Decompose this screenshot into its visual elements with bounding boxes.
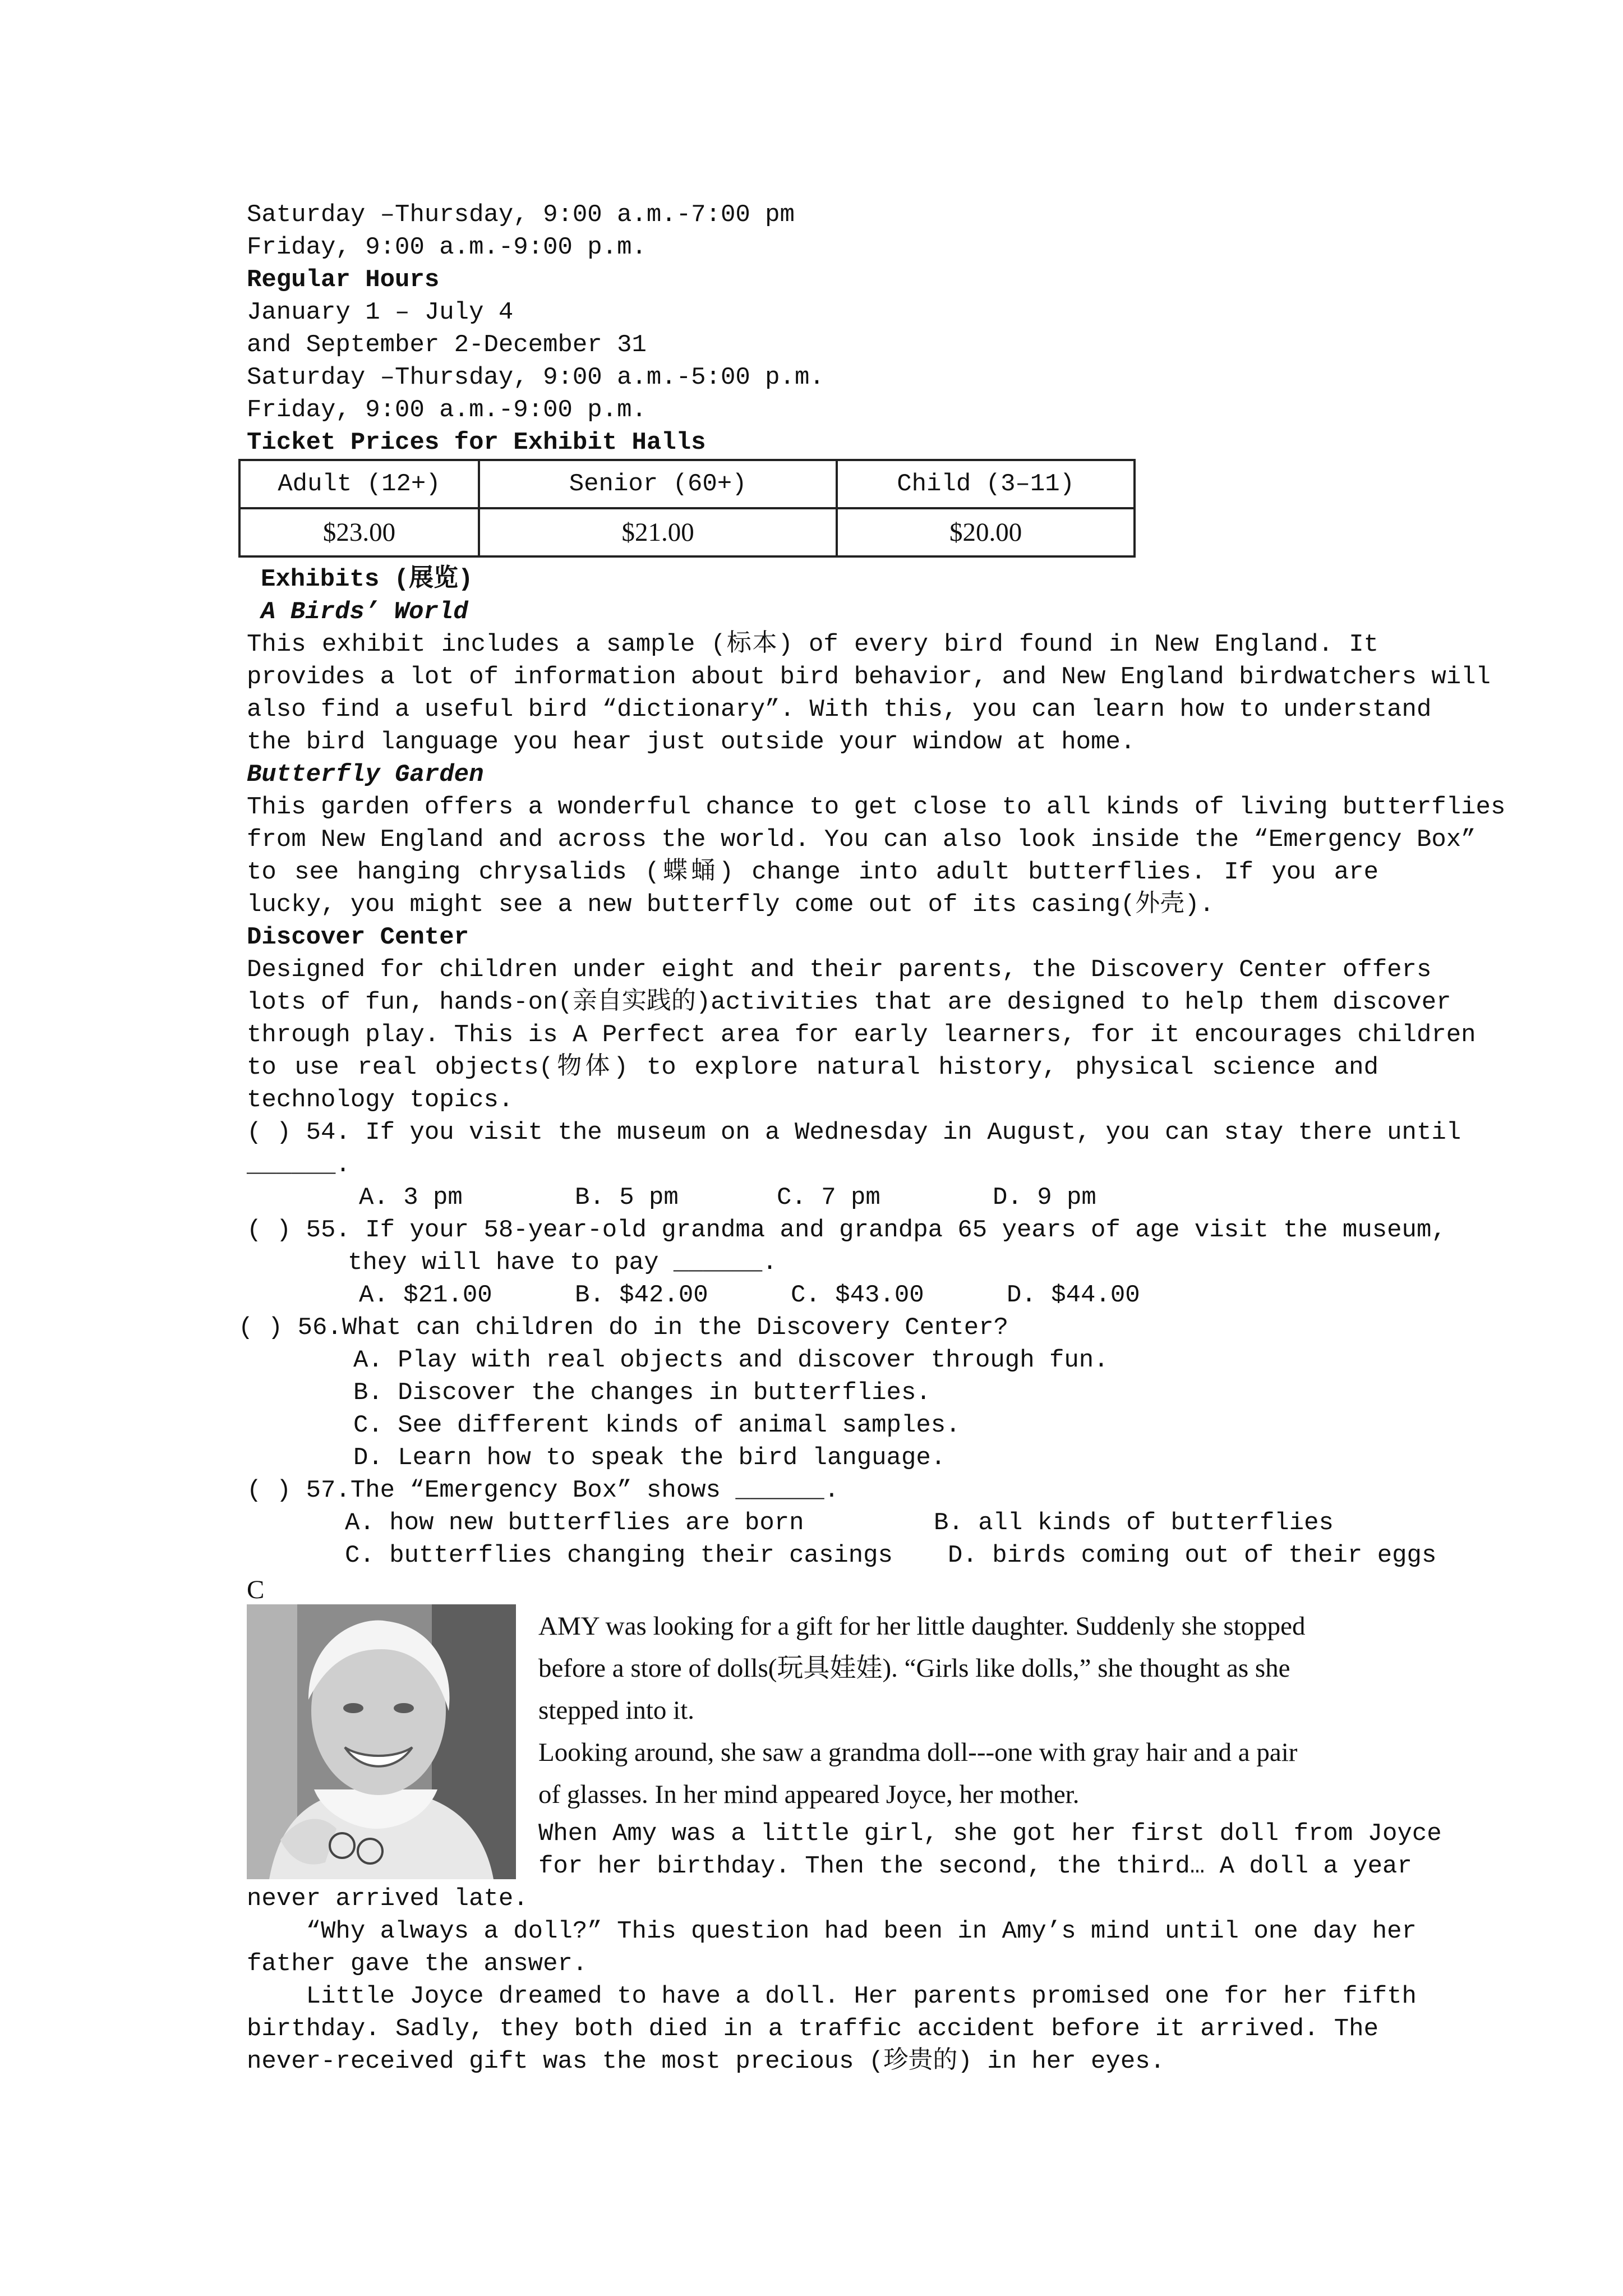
question-57: ( ) 57.The “Emergency Box” shows ______. [247, 1476, 840, 1504]
answer-option: A. $21.00 [359, 1281, 492, 1309]
hours-line: Saturday –Thursday, 9:00 a.m.-7:00 pm [247, 201, 795, 229]
question-56: ( ) 56.What can children do in the Discovery Center? [238, 1314, 1009, 1342]
answer-option: B. Discover the changes in butterflies. [353, 1379, 931, 1407]
answer-option: C. See different kinds of animal samples. [353, 1411, 961, 1439]
story-line: “Why always a doll?” This question had been in Amy’s mind until one day her [247, 1917, 1417, 1945]
table-cell: $21.00 [479, 508, 837, 556]
answer-option: A. how new butterflies are born [345, 1509, 804, 1537]
question-55: ( ) 55. If your 58-year-old grandma and grandpa 65 years of age visit the museum, [247, 1216, 1446, 1244]
table-row [239, 460, 1135, 508]
paragraph-line: to see hanging chrysalids (蝶蛹) change into adult butterflies. If you are [247, 858, 1378, 886]
paragraph-line: also find a useful bird “dictionary”. With this, you can learn how to understand [247, 696, 1432, 724]
paragraph-line: from New England and across the world. You can also look inside the “Emergency Box” [247, 826, 1476, 854]
hours-line: and September 2-December 31 [247, 331, 647, 359]
table-cell: $23.00 [239, 508, 479, 556]
section-label: C [247, 1575, 265, 1604]
table-header-cell: Senior (60+) [479, 460, 837, 508]
answer-option: C. 7 pm [777, 1184, 880, 1212]
answer-option: B. all kinds of butterflies [934, 1509, 1334, 1537]
table-row [239, 508, 1135, 556]
paragraph-line: This exhibit includes a sample (标本) of every bird found in New England. It [247, 631, 1378, 659]
story-line: Looking around, she saw a grandma doll---one with gray hair and a pair [538, 1738, 1298, 1767]
answer-option: D. 9 pm [993, 1184, 1096, 1212]
answer-option: B. $42.00 [575, 1281, 708, 1309]
story-line: birthday. Sadly, they both died in a traffic accident before it arrived. The [247, 2015, 1378, 2043]
hours-line: Friday, 9:00 a.m.-9:00 p.m. [247, 396, 647, 424]
story-line: never-received gift was the most precious (珍贵的) in her eyes. [247, 2047, 1165, 2076]
smiling-grandmother-image [247, 1604, 516, 1879]
story-line: never arrived late. [247, 1885, 528, 1913]
answer-option: B. 5 pm [575, 1184, 679, 1212]
answer-option: A. Play with real objects and discover through fun. [353, 1346, 1109, 1374]
story-line: before a store of dolls(玩具娃娃). “Girls like dolls,” she thought as she [538, 1654, 1290, 1683]
regular-hours-heading: Regular Hours [247, 266, 440, 294]
paragraph-line: This garden offers a wonderful chance to get close to all kinds of living butterflies [247, 793, 1506, 821]
exhibit-title: Discover Center [247, 923, 469, 951]
exhibit-title: Butterfly Garden [247, 761, 484, 789]
story-line: stepped into it. [538, 1696, 695, 1725]
paragraph-line: provides a lot of information about bird behavior, and New England birdwatchers will [247, 663, 1491, 691]
hours-line: January 1 – July 4 [247, 298, 514, 326]
question-54-blank: ______. [247, 1151, 351, 1179]
question-55-continued: they will have to pay ______. [348, 1249, 777, 1277]
exhibit-title: A Birds’ World [261, 598, 468, 626]
story-line: AMY was looking for a gift for her little daughter. Suddenly she stopped [538, 1612, 1306, 1641]
answer-option: D. birds coming out of their eggs [948, 1542, 1437, 1570]
paragraph-line: technology topics. [247, 1086, 514, 1114]
ticket-prices-heading: Ticket Prices for Exhibit Halls [247, 429, 706, 457]
answer-option: C. butterflies changing their casings [345, 1542, 893, 1570]
answer-option: D. $44.00 [1007, 1281, 1140, 1309]
paragraph-line: lots of fun, hands-on(亲自实践的)activities that are designed to help them discover [247, 988, 1451, 1016]
table-cell: $20.00 [837, 508, 1135, 556]
answer-option: D. Learn how to speak the bird language. [353, 1444, 946, 1472]
table-header-cell: Child (3–11) [837, 460, 1135, 508]
hours-line: Saturday –Thursday, 9:00 a.m.-5:00 p.m. [247, 364, 824, 392]
table-header-cell: Adult (12+) [239, 460, 479, 508]
story-line: for her birthday. Then the second, the third… A doll a year [538, 1852, 1412, 1880]
exhibits-heading: Exhibits (展览) [261, 565, 473, 593]
paragraph-line: the bird language you hear just outside your window at home. [247, 728, 1136, 756]
story-line: father gave the answer. [247, 1950, 588, 1978]
answer-option: C. $43.00 [791, 1281, 924, 1309]
paragraph-line: through play. This is A Perfect area for early learners, for it encourages children [247, 1021, 1476, 1049]
ticket-prices-table [238, 459, 1136, 558]
story-line: of glasses. In her mind appeared Joyce, her mother. [538, 1780, 1080, 1809]
paragraph-line: Designed for children under eight and their parents, the Discovery Center offers [247, 956, 1432, 984]
hours-line: Friday, 9:00 a.m.-9:00 p.m. [247, 233, 647, 261]
answer-option: A. 3 pm [359, 1184, 463, 1212]
paragraph-line: lucky, you might see a new butterfly come out of its casing(外壳). [247, 891, 1215, 919]
paragraph-line: to use real objects(物体) to explore natural history, physical science and [247, 1053, 1378, 1082]
story-line: Little Joyce dreamed to have a doll. Her parents promised one for her fifth [247, 1982, 1417, 2010]
grandmother-photo [247, 1604, 516, 1879]
question-54: ( ) 54. If you visit the museum on a Wednesday in August, you can stay there until [247, 1119, 1461, 1147]
story-line: When Amy was a little girl, she got her first doll from Joyce [538, 1820, 1442, 1848]
